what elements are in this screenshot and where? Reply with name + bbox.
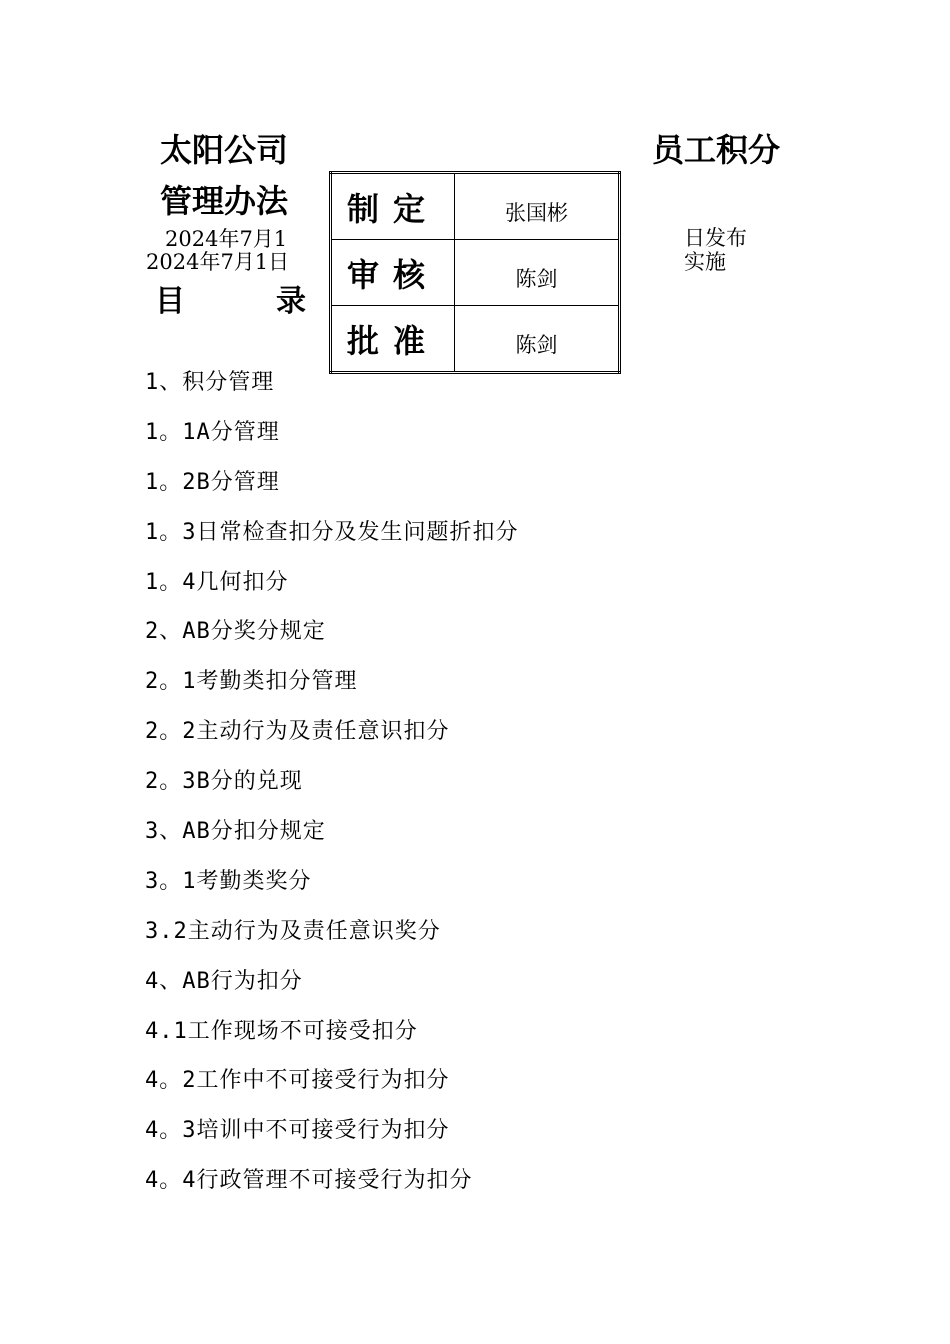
approval-row (331, 306, 620, 373)
toc-item: 4、AB行为扣分 (145, 968, 303, 994)
document-title-part2: 管理办法 (160, 182, 289, 220)
table-of-contents (145, 366, 519, 1214)
toc-item: 3、AB分扣分规定 (145, 819, 326, 845)
toc-title-char1: 目 (155, 284, 185, 319)
toc-item: 2。2主动行为及责任意识扣分 (145, 719, 450, 745)
document-title-part1: 员工积分 (652, 131, 781, 169)
toc-item: 3。1考勤类奖分 (145, 868, 312, 894)
approval-person: 陈剑 (455, 306, 620, 373)
toc-item: 1、积分管理 (145, 370, 275, 395)
release-label: 日发布 (684, 226, 747, 250)
toc-item: 4。4行政管理不可接受行为扣分 (145, 1168, 473, 1194)
approval-label: 制定 (331, 173, 455, 240)
release-date: 2024年7月1 (165, 227, 288, 251)
approval-label: 批准 (331, 306, 455, 373)
toc-item: 2、AB分奖分规定 (145, 619, 326, 645)
approval-person: 陈剑 (455, 240, 620, 306)
toc-item: 1。4几何扣分 (145, 569, 289, 595)
approval-row (331, 173, 620, 240)
company-name: 太阳公司 (160, 131, 289, 169)
approval-row (331, 240, 620, 306)
approval-label: 审核 (331, 240, 455, 306)
toc-item: 1。3日常检查扣分及发生问题折扣分 (145, 519, 519, 545)
toc-item: 3.2主动行为及责任意识奖分 (145, 918, 441, 944)
toc-item: 4.1工作现场不可接受扣分 (145, 1018, 418, 1044)
toc-title-char2: 录 (276, 284, 306, 319)
approval-person: 张国彬 (455, 173, 620, 240)
toc-item: 4。3培训中不可接受行为扣分 (145, 1118, 450, 1144)
effective-label: 实施 (684, 250, 726, 274)
toc-item: 2。1考勤类扣分管理 (145, 669, 358, 695)
toc-item: 4。2工作中不可接受行为扣分 (145, 1068, 450, 1094)
effective-date: 2024年7月1日 (146, 250, 290, 274)
approval-table (329, 171, 621, 374)
toc-item: 1。2B分管理 (145, 469, 280, 495)
toc-item: 2。3B分的兑现 (145, 769, 303, 795)
toc-item: 1。1A分管理 (145, 419, 280, 445)
